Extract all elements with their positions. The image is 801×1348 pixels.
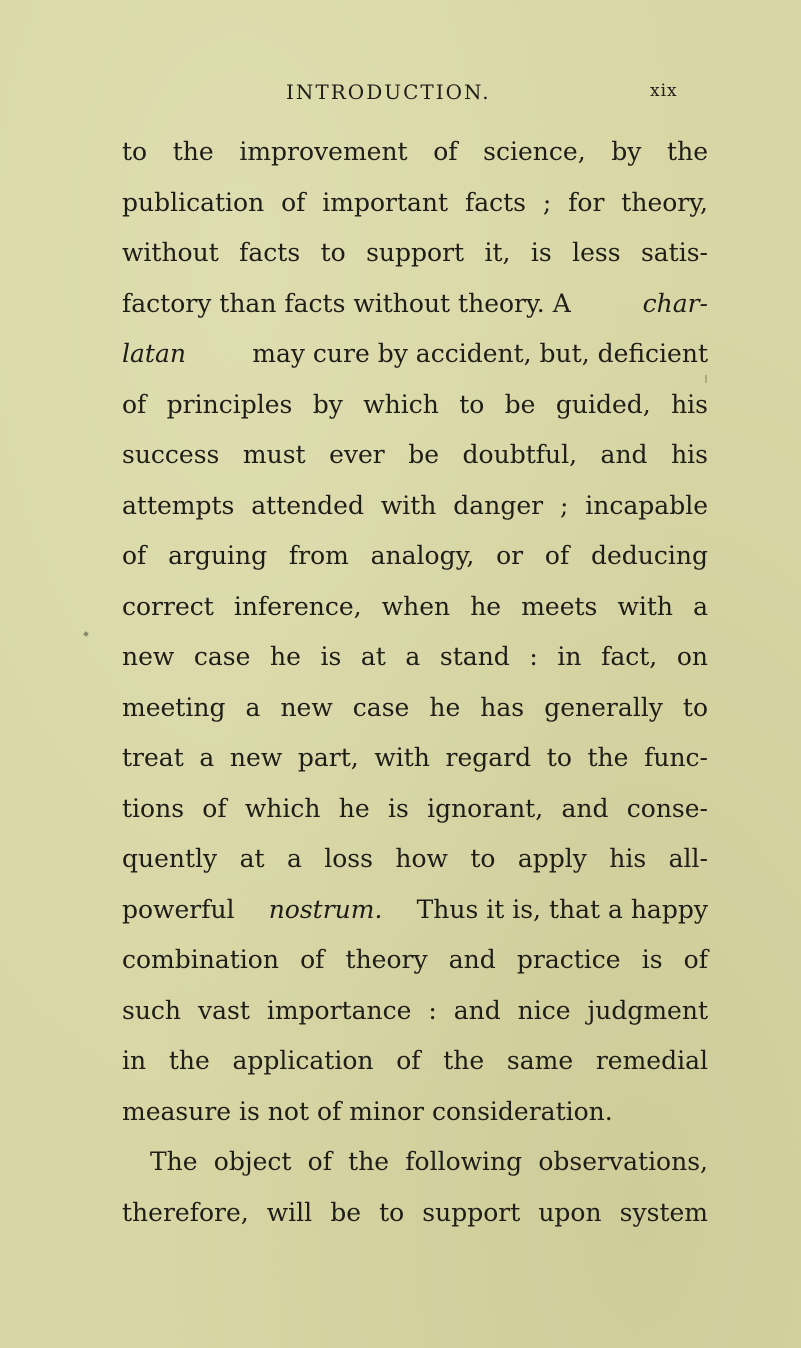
text-line — [122, 329, 708, 380]
text-line: combination of theory and practice is of — [122, 945, 708, 974]
body-text — [122, 127, 708, 1238]
text-span: may cure by accident, but, deficient — [252, 339, 708, 368]
text-span: factory than facts without theory. A — [122, 288, 571, 318]
text-span: Thus it is, that a happy — [416, 894, 708, 924]
text-span: powerful — [122, 894, 235, 924]
text-line-content — [122, 279, 708, 330]
text-line: to the improvement of science, by the — [122, 137, 708, 166]
page-number: xix — [650, 81, 678, 101]
text-line: measure is not of minor consideration. — [122, 1096, 613, 1126]
page-header — [0, 74, 801, 114]
paper-mark — [705, 375, 707, 383]
text-line: meeting a new case he has generally to — [122, 692, 708, 722]
text-line: quently at a loss how to apply his all- — [122, 844, 708, 873]
italic-text: latan — [122, 339, 186, 368]
text-line: attempts attended with danger ; incapable — [122, 490, 708, 520]
text-line: new case he is at a stand : in fact, on — [122, 642, 708, 671]
text-line — [122, 279, 708, 330]
text-line: of arguing from analogy, or of deducing — [122, 541, 708, 570]
text-line: in the application of the same remedial — [122, 1046, 708, 1075]
italic-text: char- — [642, 288, 708, 318]
text-line: therefore, will be to support upon system — [122, 1197, 708, 1227]
text-line: without facts to support it, is less satis- — [122, 238, 708, 267]
text-line: such vast importance : and nice judgment — [122, 995, 708, 1025]
text-line — [122, 885, 708, 936]
text-line: publication of important facts ; for theory, — [122, 187, 708, 217]
text-line: tions of which he is ignorant, and conse- — [122, 793, 708, 823]
text-line-content — [122, 885, 708, 936]
paragraph-first-line: The object of the following observations, — [150, 1147, 708, 1176]
text-line: correct inference, when he meets with a — [122, 591, 708, 621]
running-head: INTRODUCTION. — [286, 80, 491, 104]
text-line: treat a new part, with regard to the func- — [122, 743, 708, 772]
text-line: success must ever be doubtful, and his — [122, 440, 708, 469]
text-line: of principles by which to be guided, his — [122, 389, 708, 419]
paper-mark — [83, 631, 88, 636]
text-line-content — [122, 329, 708, 380]
italic-text: nostrum. — [268, 894, 383, 924]
